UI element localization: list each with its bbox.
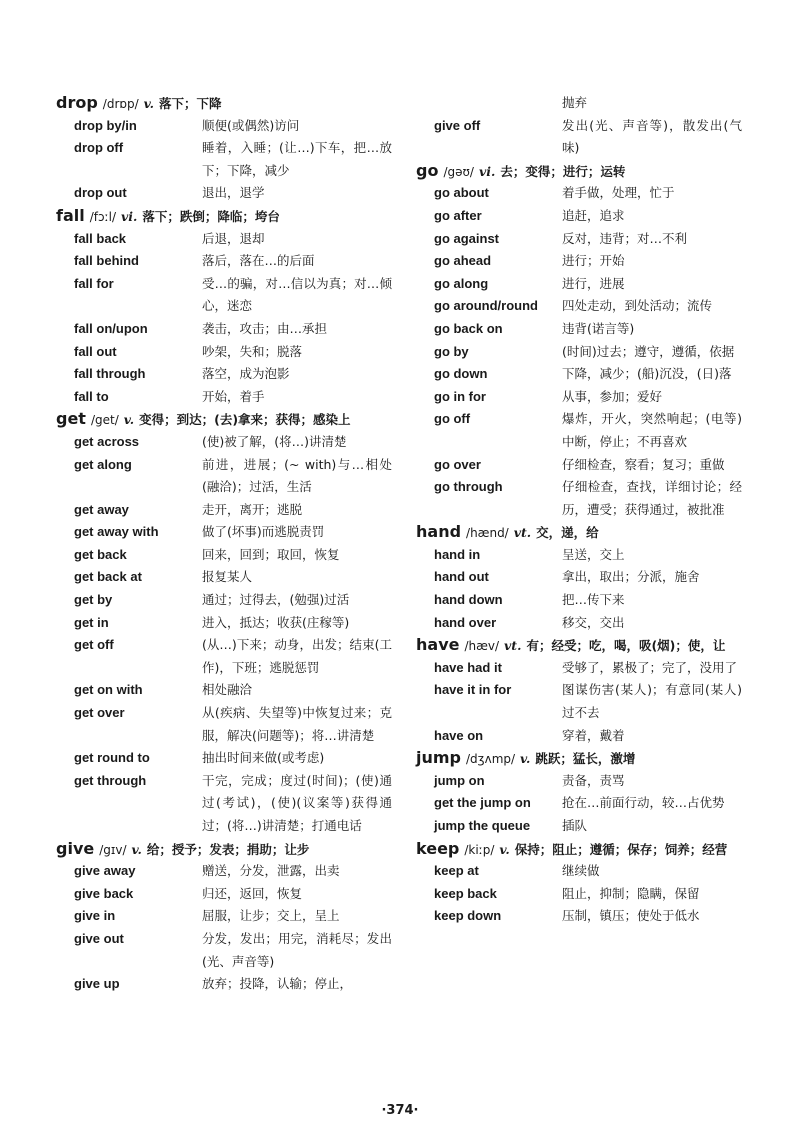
dictionary-entry (56, 408, 392, 837)
phrase-meaning: 呈送，交上 (562, 546, 625, 562)
phrase: keep at (434, 863, 479, 879)
headword-meaning: 保持；阻止；遵循；保存；饲养；经营 (514, 841, 728, 857)
phrase-meaning: 受够了，累极了；完了，没用了 (562, 659, 738, 675)
phrase: give back (74, 885, 134, 901)
headword: fall (56, 205, 85, 225)
phrase-meaning: 违背(诺言等) (562, 320, 635, 336)
headword-meaning: 交，递，给 (536, 525, 599, 541)
phrase: get through (74, 772, 147, 788)
part-of-speech: v. (123, 412, 135, 428)
phrase-meaning: 走开，离开；逃脱 (202, 501, 303, 517)
phrase-meaning: 放弃；投降，认输；停止， (202, 976, 353, 992)
phrase: go back on (434, 320, 503, 336)
phrase-meaning: 发出(光、声音等)，散发出(气味) (562, 117, 742, 156)
headword: give (56, 838, 95, 858)
headword-meaning: 落下；下降 (159, 96, 222, 111)
phrase: go along (434, 275, 489, 291)
phrase-row (56, 770, 392, 838)
phrase: go about (434, 185, 489, 201)
phonetic: /drɒp/ (102, 97, 139, 111)
headword-meaning: 跳跃；猛长，激增 (535, 751, 636, 767)
phrase-row (56, 883, 392, 906)
entry-headword-line (56, 205, 392, 228)
phrase-row (56, 589, 392, 612)
phrase: fall behind (74, 253, 139, 269)
phrase-row (56, 273, 392, 318)
phrase-row (416, 363, 742, 386)
phrase-row (56, 702, 392, 747)
phrase-row (56, 363, 392, 386)
phrase-row (416, 679, 742, 724)
phrase-row (56, 386, 392, 409)
phrase: give away (74, 863, 136, 879)
entry-headword-line (56, 408, 392, 431)
phonetic: /get/ (90, 413, 119, 428)
entry-headword-line (416, 160, 742, 183)
phrase: give in (74, 908, 116, 924)
headword: hand (416, 522, 462, 542)
phrase: get away with (74, 524, 159, 540)
dictionary-entry (416, 634, 742, 747)
phrase-meaning: 插队 (562, 818, 588, 833)
phrase: get round to (74, 750, 150, 766)
headword-meaning: 有；经受；吃，喝，吸(烟)；使，让 (526, 638, 726, 654)
phrase-row (56, 566, 392, 589)
phrase-meaning: 把…传下来 (562, 592, 625, 608)
dictionary-entry (56, 838, 392, 996)
phrase-row (56, 454, 392, 499)
phrase: give off (434, 117, 481, 133)
phrase-row (416, 182, 742, 205)
phonetic: /kiːp/ (464, 842, 495, 857)
phrase-meaning: 相处融洽 (202, 682, 253, 698)
phrase-row (416, 905, 742, 928)
phrase: go against (434, 230, 500, 246)
phrase-row (416, 883, 742, 906)
phrase-row (56, 973, 392, 996)
phrase-meaning: 归还，返回，恢复 (202, 885, 303, 901)
phrase-row (56, 499, 392, 522)
phrase-meaning: (使)被了解，(将…)讲清楚 (202, 433, 347, 449)
headword: drop (56, 93, 98, 112)
phrase-meaning: 抢在…前面行动，较…占优势 (562, 795, 725, 811)
phrase-row (416, 770, 742, 793)
phrase-meaning: 吵架，失和；脱落 (202, 343, 303, 359)
phrase-row (56, 115, 392, 138)
phrase-meaning: 移交，交出 (562, 614, 625, 630)
phrase-row (56, 318, 392, 341)
phrase-meaning: 落后，落在…的后面 (202, 253, 315, 269)
phrase-row (416, 273, 742, 296)
phrase-meaning: 做了(坏事)而逃脱责罚 (202, 524, 325, 540)
phrase: go around/round (434, 298, 538, 314)
phrase-row (416, 386, 742, 409)
phrase-row (416, 476, 742, 521)
phrase-meaning: 继续做 (562, 863, 600, 879)
phrase-meaning: 从(疾病、失望等)中恢复过来；克服，解决(问题等)；将…讲清楚 (202, 705, 392, 743)
phrase-row (416, 657, 742, 680)
phonetic: /gəʊ/ (443, 164, 474, 179)
phonetic: /fɔːl/ (89, 209, 117, 224)
phrase-meaning: 通过；过得去，(勉强)过活 (202, 592, 350, 608)
continuation-row (416, 92, 742, 115)
phrase: get in (74, 614, 109, 630)
phrase: give out (74, 930, 124, 946)
phrase-row (416, 228, 742, 251)
phrase: go by (434, 343, 469, 359)
phonetic: /hænd/ (466, 526, 509, 541)
phrase: have had it (434, 659, 502, 675)
phrase-row (56, 634, 392, 679)
phrase-row (56, 250, 392, 273)
part-of-speech: vt. (513, 525, 532, 541)
part-of-speech: vi. (478, 163, 496, 179)
phrase: hand down (434, 592, 503, 608)
phrase: fall on/upon (74, 320, 148, 336)
phrase-meaning: 进入，抵达；收获(庄稼等) (202, 614, 350, 630)
dictionary-entry (56, 92, 392, 205)
phrase: get off (74, 637, 114, 653)
phrase-row (56, 905, 392, 928)
phrase-meaning: 袭击，攻击；由…承担 (202, 320, 328, 336)
headword-meaning: 给；授予；发表；捐助；让步 (146, 841, 310, 857)
phrase: drop by/in (74, 117, 137, 133)
phrase: get on with (74, 682, 143, 698)
phrase: get back (74, 546, 127, 562)
part-of-speech: v. (520, 751, 531, 767)
right-column (416, 92, 742, 928)
page-number: ·374· (381, 1103, 419, 1118)
phrase: go through (434, 479, 503, 495)
phrase-row (416, 815, 742, 838)
dictionary-entry (416, 521, 742, 634)
headword-meaning: 去；变得；进行；运转 (500, 163, 626, 179)
phrase: get across (74, 433, 140, 449)
phrase-row (56, 431, 392, 454)
phrase-row (416, 454, 742, 477)
phrase-meaning: 睡着，入睡；(让…)下车，把…放下；下降，减少 (202, 140, 392, 178)
phrase-meaning: 四处走动，到处活动；流传 (562, 298, 713, 314)
phrase-row (416, 792, 742, 815)
phrase-meaning: 进行；开始 (562, 253, 625, 269)
headword-meaning: 落下；跌倒；降临；垮台 (142, 208, 280, 224)
phrase: fall out (74, 343, 117, 359)
phrase-meaning: 阻止，抑制；隐瞒，保留 (562, 885, 700, 901)
phrase-meaning: 仔细检查，查找，详细讨论；经历，遭受；获得通过，被批准 (562, 479, 742, 517)
entry-headword-line (416, 747, 742, 770)
phrase: hand out (434, 569, 489, 585)
phrase-row (416, 544, 742, 567)
phrase-row (416, 250, 742, 273)
phrase-row (56, 228, 392, 251)
phrase-row (416, 318, 742, 341)
phrase-meaning: 回来，回到；取回，恢复 (202, 546, 340, 562)
part-of-speech: v. (143, 96, 155, 111)
phrase-meaning: 压制，镇压；使处于低水 (562, 908, 700, 924)
phrase: give up (74, 976, 120, 992)
phrase-row (416, 589, 742, 612)
phrase: drop out (74, 185, 127, 201)
phrase: go down (434, 366, 488, 382)
headword: have (416, 635, 460, 655)
phrase: keep back (434, 885, 497, 901)
entry-headword-line (56, 838, 392, 861)
phrase-meaning: 着手做，处理，忙于 (562, 185, 675, 201)
phrase-meaning: (时间)过去；遵守，遵循，依据 (562, 343, 735, 359)
phrase: get along (74, 456, 132, 472)
phrase-meaning: 退出，退学 (202, 185, 265, 201)
phrase: get back at (74, 569, 142, 585)
phrase-meaning: 干完，完成；度过(时间)；(使)通过(考试)，(使)(议案等)获得通过；(将…)讲清楚；打通电话 (202, 772, 392, 833)
part-of-speech: v. (131, 841, 142, 857)
part-of-speech: v. (499, 841, 510, 857)
phrase-row (56, 544, 392, 567)
phrase-meaning: 抽出时间来做(或考虑) (202, 750, 325, 766)
phrase: jump on (434, 772, 485, 788)
phrase-row (416, 725, 742, 748)
phrase: go over (434, 456, 481, 472)
phrase: go after (434, 207, 482, 223)
phrase-row (416, 205, 742, 228)
phrase: go ahead (434, 253, 492, 269)
dictionary-entry (416, 747, 742, 837)
part-of-speech: vt. (504, 638, 522, 654)
phrase-meaning: 进行，进展 (562, 275, 625, 291)
dictionary-entry (416, 160, 742, 522)
phrase-row (416, 408, 742, 453)
phrase-row (416, 860, 742, 883)
phrase-meaning: 仔细检查，察看；复习；重做 (562, 456, 725, 472)
phrase: fall back (74, 230, 127, 246)
phrase: jump the queue (434, 818, 531, 833)
headword: jump (416, 748, 461, 768)
phrase: hand over (434, 614, 497, 630)
dictionary-entry (56, 205, 392, 408)
phrase-row (56, 341, 392, 364)
phrase: have it in for (434, 682, 512, 698)
continuation-meaning: 抛弃 (562, 95, 588, 110)
phrase: fall to (74, 388, 109, 404)
headword: get (56, 409, 86, 429)
phrase-row (56, 612, 392, 635)
phonetic: /hæv/ (464, 639, 500, 654)
phrase-meaning: 追赶，追求 (562, 207, 625, 223)
phrase-meaning: (从…)下来；动身，出发；结束(工作)，下班；逃脱惩罚 (202, 637, 392, 675)
phrase-row (56, 137, 392, 182)
phrase-meaning: 后退，退却 (202, 230, 265, 246)
phrase: drop off (74, 140, 124, 156)
entry-headword-line (416, 838, 742, 861)
phrase-meaning: 屈服，让步；交上，呈上 (202, 908, 340, 924)
phrase: fall through (74, 366, 146, 382)
phrase: get by (74, 592, 113, 608)
headword: go (416, 160, 439, 180)
phrase-meaning: 报复某人 (202, 569, 253, 585)
entry-headword-line (56, 92, 392, 115)
phrase: get over (74, 705, 125, 721)
phonetic: /dʒʌmp/ (466, 752, 516, 767)
phrase-meaning: 顺便(或偶然)访问 (202, 117, 300, 133)
phrase-meaning: 赠送，分发，泄露，出卖 (202, 863, 340, 879)
phrase-row (56, 860, 392, 883)
phrase: get the jump on (434, 795, 531, 811)
phrase-row (56, 928, 392, 973)
phrase-meaning: 责备，责骂 (562, 772, 625, 788)
phrase-row (56, 747, 392, 770)
part-of-speech: vi. (121, 208, 138, 224)
phrase-meaning: 下降，减少；(船)沉没，(日)落 (562, 366, 732, 382)
entry-headword-line (416, 634, 742, 657)
phrase: fall for (74, 275, 114, 291)
phrase-row (416, 295, 742, 318)
phrase-row (416, 566, 742, 589)
phrase: keep down (434, 908, 502, 924)
phrase-meaning: 从事，参加；爱好 (562, 388, 663, 404)
phrase-meaning: 穿着，戴着 (562, 727, 625, 743)
phrase-meaning: 反对，违背；对…不利 (562, 230, 688, 246)
phrase-meaning: 前进，进展；(~ with)与…相处(融洽)；过活，生活 (202, 456, 392, 495)
phrase-row (416, 341, 742, 364)
phrase-meaning: 受…的骗，对…信以为真；对…倾心，迷恋 (202, 275, 392, 314)
phrase-meaning: 图谋伤害(某人)；有意同(某人)过不去 (562, 682, 742, 721)
phrase-meaning: 分发，发出；用完，消耗尽；发出(光、声音等) (202, 930, 392, 969)
phonetic: /gɪv/ (99, 842, 127, 857)
headword: keep (416, 838, 460, 858)
phrase-meaning: 拿出，取出；分派，施舍 (562, 569, 700, 585)
phrase-meaning: 开始，着手 (202, 388, 265, 404)
dictionary-entry (416, 838, 742, 928)
right-entries (416, 160, 742, 928)
phrase: go off (434, 411, 471, 427)
phrase: have on (434, 727, 484, 743)
phrase: hand in (434, 546, 481, 562)
headword-meaning: 变得；到达；(去)拿来；获得；感染上 (139, 412, 351, 428)
phrase-row (416, 115, 742, 160)
left-column (56, 92, 392, 996)
phrase-row (56, 521, 392, 544)
phrase-meaning: 爆炸，开火，突然响起；(电等)中断，停止；不再喜欢 (562, 411, 742, 449)
entry-headword-line (416, 521, 742, 544)
phrase-row (416, 612, 742, 635)
phrase-meaning: 落空，成为泡影 (202, 366, 290, 382)
phrase: get away (74, 501, 129, 517)
phrase-row (56, 679, 392, 702)
phrase-row (56, 182, 392, 205)
phrase: go in for (434, 388, 486, 404)
